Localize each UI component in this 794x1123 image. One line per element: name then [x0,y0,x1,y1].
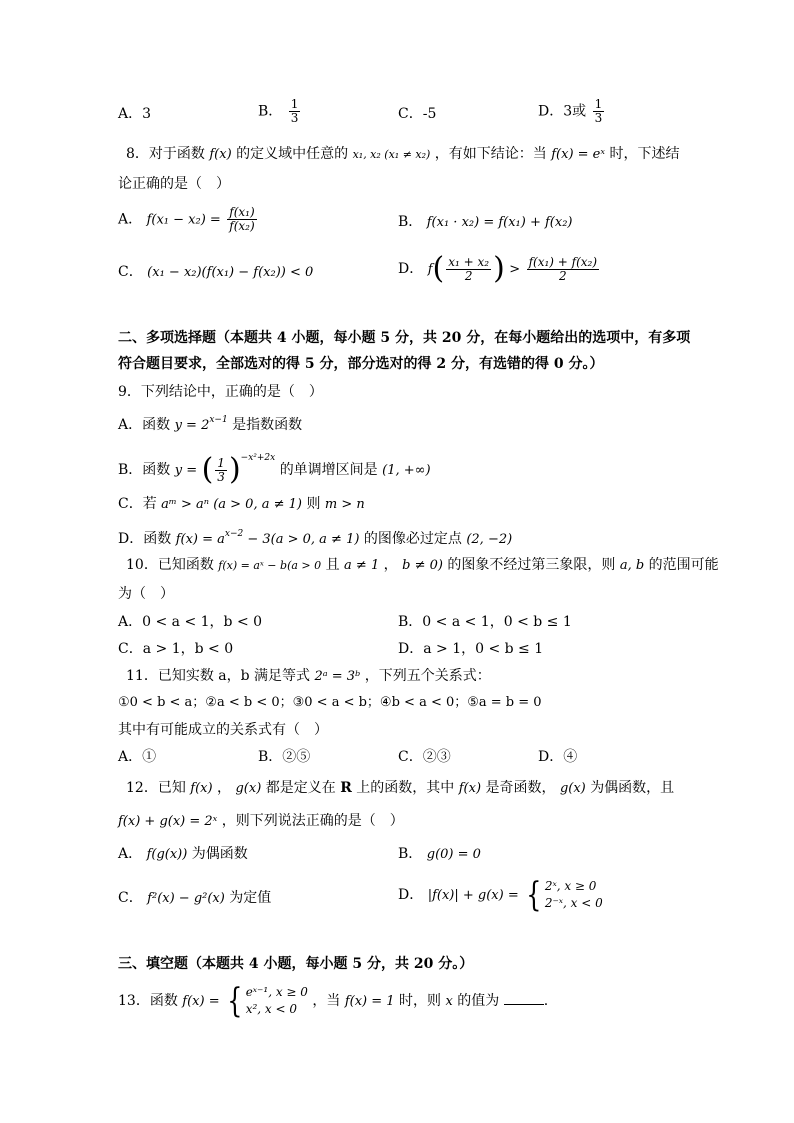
right-paren: ) [228,452,241,487]
q12-stem-text: 为偶函数，且 [590,780,675,796]
q8-option-a-fraction [227,206,256,233]
q7-option-a [118,104,151,124]
q12-option-d [398,875,603,915]
q8-stem-math: x₁, x₂ (x₁ ≠ x₂) [352,148,431,161]
q8-stem-text: 8．对于函数 [126,146,205,162]
q9-option-a [118,410,302,436]
q9-option-d-point: (2, −2) [466,532,513,547]
right-paren: ) [493,251,505,286]
q8-stem-math: f(x) = eˣ [551,147,605,162]
option-label: D． [398,261,424,277]
exponent: x−2 [224,529,244,539]
q10-option-a: A．0 < a < 1，b < 0 [118,614,263,630]
q12-stem-math: R [340,780,352,796]
q11-stem-text: 11．已知实数 a，b 满足等式 [126,668,311,684]
q12-stem-math: f(x) + g(x) = 2ˣ [118,814,218,829]
q12-stem-line1 [126,778,674,799]
option-text: 的图像必过定点 [363,531,462,547]
q7-option-c-text: C．-5 [398,106,437,122]
section3-heading: 三、填空题（本题共 4 小题，每小题 5 分，共 20 分。） [118,956,474,972]
q13-stem [118,981,549,1021]
q10-stem-text: 的图象不经过第三象限，则 [447,557,616,573]
q7-option-b-label: B． [258,103,283,120]
q9-option-a-expr: y = 2 [174,418,210,433]
q9-option-b [118,448,431,485]
q11-option-c: C．②③ [398,749,451,765]
piecewise-case: 2ˣ, x ≥ 0 [544,879,597,893]
q12-option-b-expr: g(0) = 0 [426,847,481,862]
q10-option-c: C．a > 1，b < 0 [118,641,234,657]
fraction-denominator: f(x₂) [229,219,255,233]
q12-option-d-expr: |f(x)| + g(x) = [427,888,519,903]
q10-stem-math: a ≠ 1 [344,558,380,573]
q8-stem-math: f(x) [209,147,232,162]
q7-option-b [258,98,302,125]
q8-option-a-lhs: f(x₁ − x₂) = [146,212,221,228]
q12-stem-math: g(x) [235,781,262,796]
q8-option-d-gt: > [509,262,521,277]
q11-option-a: A．① [118,749,157,765]
q9-option-b-expr: y = [174,463,198,478]
q10-option-b: B．0 < a < 1，0 < b ≤ 1 [398,614,572,630]
q13-math: x [445,994,453,1009]
option-label: A． [118,846,143,862]
fraction-denominator: 3 [217,469,225,484]
option-label: B． [398,214,423,230]
q8-option-b [398,212,573,233]
option-text: B．函数 [118,462,171,478]
fraction-numerator: 1 [217,455,225,470]
q9-option-d-expr2: − 3(a > 0, a ≠ 1) [243,532,360,547]
fraction-numerator: f(x₁) [229,205,255,219]
option-text: 是指数函数 [232,417,303,433]
q13-text: ，当 [312,993,341,1009]
piecewise-cases [545,878,603,912]
fraction-denominator: 2 [559,268,567,283]
q8-stem-line1 [126,144,679,165]
option-text: 为定值 [229,890,272,906]
left-paren: ( [201,452,214,487]
q9-option-d [118,524,512,550]
option-text: C．若 [118,496,157,512]
q11-option-d: D．④ [538,749,578,765]
q12-stem-text: 12．已知 [126,780,186,796]
option-text: 则 [306,496,321,512]
section2-heading-line1: 二、多项选择题（本题共 4 小题，每小题 5 分，共 20 分，在每小题给出的选项中，有多项 [118,330,691,346]
option-label: B． [398,846,423,862]
q13-text: 的值为 [457,993,500,1009]
q9-option-d-expr: f(x) = a [175,532,225,547]
q11-stem-line1 [126,666,491,687]
q11-relations: ①0 < b < a；②a < b < 0；③0 < a < b；④b < a < 0；⑤a = b = 0 [118,695,542,710]
q7-option-d-fraction [593,98,605,125]
q9-stem: 9．下列结论中，正确的是（ ） [118,384,323,400]
q13-math: f(x) = [182,994,220,1009]
q8-stem-text: 的定义域中任意的 [236,146,349,162]
q12-stem-text: ，则下列说法正确的是（ ） [221,813,404,829]
q11-option-b: B．②⑤ [258,749,311,765]
section2-heading-line2: 符合题目要求，全部选对的得 5 分，部分选对的得 2 分，有选错的得 0 分。） [118,356,604,372]
piecewise-brace [224,981,308,1021]
fraction-numerator: f(x₁) + f(x₂) [528,254,598,269]
left-paren: ( [432,251,445,286]
fraction-numerator: x₁ + x₂ [448,254,490,269]
q12-stem-text: 都是定义在 [265,780,336,796]
fraction-denominator: 2 [464,268,473,283]
q8-stem-text: ，有如下结论：当 [434,146,547,162]
q12-option-a [118,844,248,865]
q9-option-c [118,494,365,515]
option-label: D． [398,887,424,903]
option-label: C． [118,264,143,280]
q10-stem-text: 10．已知函数 [126,557,214,573]
q11-stem-text: ，下列五个关系式： [364,668,491,684]
q10-stem-math: a, b [619,558,645,573]
q10-stem-text: 且 [325,557,340,573]
q11-stem-line3: 其中有可能成立的关系式有（ ） [118,722,328,738]
q9-option-b-fraction [215,457,227,484]
piecewise-cases [246,984,308,1018]
q7-option-c [398,104,436,124]
option-text: 为偶函数 [191,846,248,862]
q8-option-d [398,251,601,286]
q13-text: 时，则 [399,993,441,1009]
q12-stem-text: ， [217,780,232,796]
q10-stem-text: ， [383,557,398,573]
q8-option-c-expr: (x₁ − x₂)(f(x₁) − f(x₂)) < 0 [147,265,314,280]
option-label: C． [118,890,143,906]
q13-text: . [543,993,549,1009]
q8-option-b-expr: f(x₁ · x₂) = f(x₁) + f(x₂) [426,215,573,230]
q13-text: 13．函数 [118,993,178,1009]
q13-math: f(x) = 1 [344,994,395,1009]
q10-stem-math: f(x) = aˣ − b(a > 0 [218,559,322,572]
q10-stem-math: b ≠ 0) [402,558,443,573]
q8-option-d-inner-fraction [446,256,491,283]
q7-option-b-fraction [289,98,301,125]
option-text: 的单调增区间是 [279,462,378,478]
q12-stem-text: 上的函数，其中 [356,780,455,796]
q12-stem-text: 是奇函数， [485,780,556,796]
q10-stem-line1 [126,555,719,576]
piecewise-case: eˣ⁻¹, x ≥ 0 [245,985,308,999]
exponent: x−1 [209,415,228,425]
q9-option-c-expr: aᵐ > aⁿ (a > 0, a ≠ 1) [161,497,302,512]
q10-stem-text: 的范围可能 [648,557,719,573]
left-brace-glyph: { [227,981,243,1021]
left-brace-glyph: { [526,875,542,915]
piecewise-case: 2⁻ˣ, x < 0 [544,896,603,910]
q7-option-d [538,98,606,125]
option-label: A． [118,211,143,228]
q8-option-d-fraction [527,256,599,283]
q12-option-c [118,888,271,909]
q12-stem-math: f(x) [190,781,213,796]
q8-stem-line2: 论正确的是（ ） [118,176,230,192]
q12-stem-math: g(x) [559,781,586,796]
q12-option-c-expr: f²(x) − g²(x) [147,891,225,906]
piecewise-case: x², x < 0 [245,1002,297,1016]
exponent: −x²+2x [240,453,276,463]
q7-option-a-text: A．3 [118,106,152,122]
fraction-denominator: 3 [290,111,299,125]
q8-option-a [118,206,259,233]
q12-stem-line2 [118,811,404,832]
fraction-denominator: 3 [594,111,603,125]
q12-option-b [398,844,481,865]
fraction-numerator: 1 [594,97,603,111]
q8-stem-text: 时，下述结 [609,146,680,162]
q10-stem-line2: 为（ ） [118,586,174,602]
q12-stem-math: f(x) [458,781,482,796]
q9-option-c-result: m > n [324,497,365,512]
option-text: D．函数 [118,531,172,547]
option-text: A．函数 [118,417,171,433]
piecewise-brace [523,875,603,915]
q12-option-a-expr: f(g(x)) [146,847,188,862]
q10-option-d: D．a > 1，0 < b ≤ 1 [398,641,544,657]
answer-blank[interactable] [504,992,544,1005]
fraction-numerator: 1 [290,97,299,111]
q7-option-d-label: D．3或 [538,103,587,120]
q11-stem-math: 2ᵃ = 3ᵇ [314,669,361,684]
q8-option-d-f: f [427,262,433,277]
q9-option-b-interval: (1, +∞) [382,463,431,478]
q8-option-c [118,262,313,283]
